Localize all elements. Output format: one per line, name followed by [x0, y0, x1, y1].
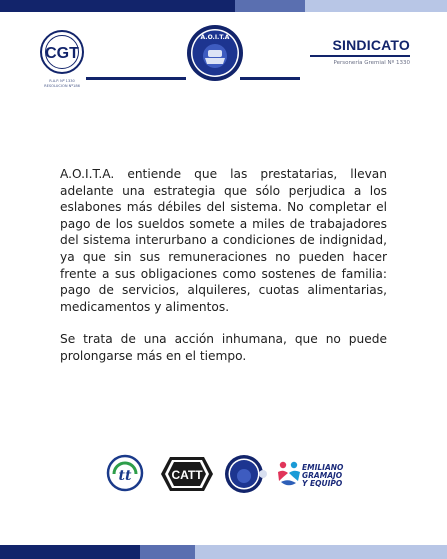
- cgt-logo-text: CGT: [45, 45, 79, 62]
- paragraph-2: Se trata de una acción inhumana, que no puede prolongarse más en el tiempo.: [60, 332, 387, 363]
- cgt-caption-2: RESOLUCION Nº186: [44, 84, 80, 89]
- emiliano-figures-icon: [276, 460, 302, 490]
- cgt-seal-icon: [40, 30, 84, 74]
- emiliano-line-1: EMILIANO: [302, 463, 344, 472]
- emiliano-line-2: GRAMAJO: [302, 471, 343, 480]
- emiliano-line-3: Y EQUIPO: [302, 479, 343, 488]
- header-rule-right: [240, 77, 300, 80]
- letterhead: [0, 22, 447, 94]
- sindicato-subtitle: Personería Gremial Nº 1330: [333, 60, 410, 66]
- top-color-bar: [0, 0, 447, 12]
- footer-logos: [0, 454, 447, 502]
- emiliano-logo-text: [302, 464, 343, 488]
- svg-text:tt: tt: [118, 468, 132, 484]
- header-rule-left: [86, 77, 186, 80]
- cgt-caption-1: R.A.P. Nº 1330: [49, 79, 75, 83]
- aoita-logo-text: A.O.I.T.A: [200, 34, 230, 41]
- bottom-color-bar: [0, 545, 447, 559]
- catt-logo-icon: [160, 455, 214, 493]
- aoita-logo: [186, 24, 244, 86]
- aoita-small-logo-icon: [223, 454, 269, 494]
- tt-union-logo-icon: [106, 454, 144, 492]
- sindicato-block: [300, 37, 410, 66]
- aoita-seal-icon: [186, 24, 244, 82]
- sindicato-title: SINDICATO: [332, 37, 410, 53]
- catt-logo-text: CATT: [171, 468, 203, 482]
- cgt-logo: [40, 30, 84, 88]
- sindicato-rule: [310, 55, 410, 57]
- paragraph-1: A.O.I.T.A. entiende que las prestatarias, llevan adelante una estrategia que sólo perjudica a los eslabones más débiles del sistema. No completar el pago de los sueldos somete a miles de trabajadores del sistema interurbano a condiciones de indignidad, ya que sin sus remuneraciones no pueden hacer frente a sus obligaciones como sostenes de familia: pago de servicios, alquileres, cuotas alimentarias, medicamentos y alimentos.: [60, 167, 387, 314]
- statement-body: [60, 166, 387, 381]
